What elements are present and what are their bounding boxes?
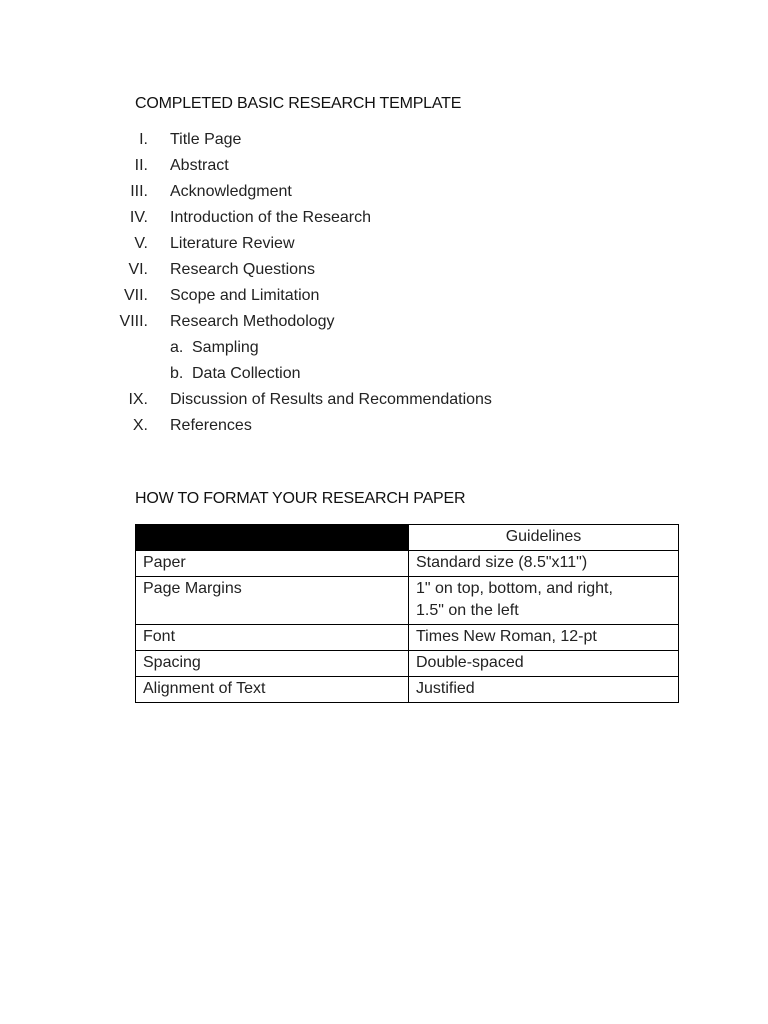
outline-item	[0, 209, 768, 235]
outline-number: IX.	[128, 391, 148, 408]
item-cell: Alignment of Text	[136, 677, 409, 703]
table-row	[136, 577, 679, 625]
guideline-text: 1.5" on the left	[416, 602, 519, 619]
outline-number: VIII.	[119, 313, 148, 330]
section-title-format: HOW TO FORMAT YOUR RESEARCH PAPER	[135, 490, 466, 507]
outline-label: References	[170, 417, 252, 434]
outline-number: I.	[139, 131, 148, 148]
outline-item	[0, 157, 768, 183]
table-header-row	[136, 525, 679, 551]
guideline-cell	[409, 577, 679, 625]
outline-label: Discussion of Results and Recommendations	[170, 391, 492, 408]
template-outline-list	[0, 131, 768, 443]
outline-sub-label: Data Collection	[192, 365, 301, 382]
guideline-text: Standard size (8.5"x11")	[416, 554, 588, 571]
outline-label: Research Methodology	[170, 313, 335, 330]
format-guidelines-table	[135, 524, 679, 703]
outline-number: VII.	[123, 287, 148, 304]
outline-sub-letter: a.	[170, 339, 184, 356]
outline-item	[0, 261, 768, 287]
outline-item	[0, 131, 768, 157]
guideline-text: Justified	[416, 680, 475, 697]
outline-item	[0, 417, 768, 443]
item-cell: Paper	[136, 551, 409, 577]
guideline-text: 1" on top, bottom, and right,	[416, 580, 613, 597]
section-title-template: COMPLETED BASIC RESEARCH TEMPLATE	[135, 95, 462, 112]
table-row	[136, 625, 679, 651]
outline-label: Acknowledgment	[170, 183, 292, 200]
table-row	[136, 677, 679, 703]
item-cell: Page Margins	[136, 577, 409, 625]
header-guidelines-cell: Guidelines	[409, 525, 679, 551]
guideline-cell	[409, 551, 679, 577]
outline-item	[0, 287, 768, 313]
item-cell: Font	[136, 625, 409, 651]
table-row	[136, 651, 679, 677]
guideline-text: Times New Roman, 12-pt	[416, 628, 597, 645]
outline-sub-label: Sampling	[192, 339, 259, 356]
outline-label: Abstract	[170, 157, 229, 174]
outline-item	[0, 235, 768, 261]
guideline-text: Double-spaced	[416, 654, 524, 671]
outline-number: IV.	[129, 209, 148, 226]
outline-number: X.	[132, 417, 148, 434]
outline-item	[0, 391, 768, 417]
guideline-cell	[409, 651, 679, 677]
outline-number: II.	[134, 157, 148, 174]
outline-label: Scope and Limitation	[170, 287, 320, 304]
outline-number: V.	[134, 235, 148, 252]
outline-item	[0, 313, 768, 339]
outline-label: Introduction of the Research	[170, 209, 372, 226]
outline-sub-letter: b.	[170, 365, 184, 382]
outline-label: Literature Review	[170, 235, 295, 252]
guideline-cell	[409, 677, 679, 703]
outline-number: VI.	[128, 261, 148, 278]
outline-label: Research Questions	[170, 261, 315, 278]
outline-subitem	[0, 365, 768, 391]
outline-item	[0, 183, 768, 209]
outline-label: Title Page	[170, 131, 242, 148]
guideline-cell	[409, 625, 679, 651]
outline-number: III.	[130, 183, 148, 200]
header-blank-cell	[136, 525, 409, 551]
outline-subitem	[0, 339, 768, 365]
table-row	[136, 551, 679, 577]
item-cell: Spacing	[136, 651, 409, 677]
